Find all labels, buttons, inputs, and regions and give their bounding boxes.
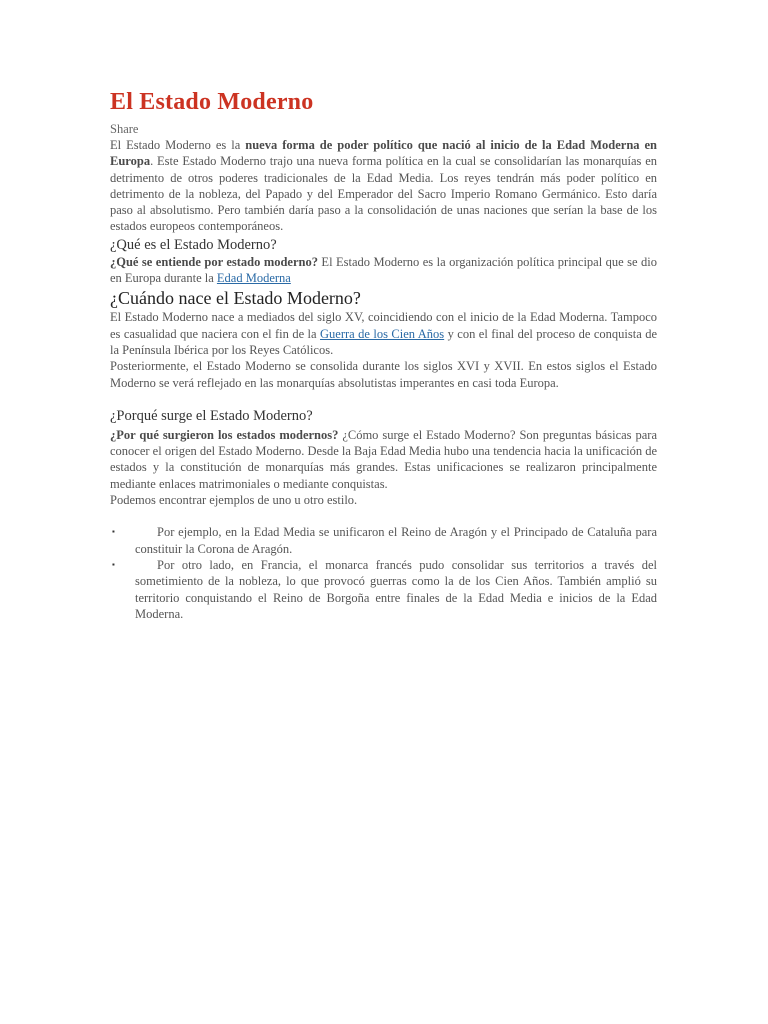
cuando-text-2: y con el final del proceso de conquista de la Península Ibérica por los Reyes Católicos. [110, 326, 657, 357]
list-item [110, 524, 657, 557]
heading-que-es: ¿Qué es el Estado Moderno? [110, 236, 277, 253]
intro-text-2: . Este Estado Moderno trajo una nueva forma política en la cual se consolidarían las monarquías en detrimento de otros poderes tradicionales de la Edad Media. Los reyes tendrán más poder político en detrimento de la nobleza, del Papado y del Emperador del Sacro Imperio Romano Germánico. Esto daría paso al absolutismo. Pero también daría paso a la consolidación de unas naciones que serían la base de los estados europeos contemporáneos. [110, 154, 657, 234]
que-es-paragraph [110, 254, 657, 287]
posteriormente-paragraph: Posteriormente, el Estado Moderno se consolida durante los siglos XVI y XVII. En estos siglos el Estado Moderno se verá reflejado en las monarquías absolutistas imperantes en casi toda Europa. [110, 359, 657, 390]
cuando-nace-paragraph [110, 309, 657, 358]
que-es-text: El Estado Moderno es la organización política principal que se dio en Europa durante la [110, 254, 657, 286]
heading-cuando-nace: ¿Cuándo nace el Estado Moderno? [110, 288, 361, 309]
spacer [110, 391, 657, 407]
porque-surge-text: ¿Cómo surge el Estado Moderno? Son preguntas básicas para conocer el origen del Estado Moderno. Desde la Baja Edad Media hubo una tendencia hacia la unificación de estados y la constitución de monarquías más grandes. Estas unificaciones se realizaron principalmente mediante enlaces matrimoniales o mediante conquistas. [110, 427, 658, 491]
porque-surge-paragraph [110, 427, 657, 492]
share-link[interactable]: Share [110, 122, 139, 136]
list-item [110, 557, 657, 622]
spacer [110, 508, 657, 524]
examples-list [110, 524, 657, 622]
bullet-square-icon: ▪ [112, 559, 115, 569]
que-es-bold: ¿Qué se entiende por estado moderno? [110, 254, 318, 269]
list-item-text: Por ejemplo, en la Edad Media se unificaron el Reino de Aragón y el Principado de Cataluña para constituir la Corona de Aragón. [135, 525, 657, 556]
bullet-square-icon: ▪ [112, 527, 115, 537]
list-item-text: Por otro lado, en Francia, el monarca francés pudo consolidar sus territorios a través del sometimiento de la nobleza, lo que provocó guerras como la de los Cien Años. También amplió su territorio conquistando el Reino de Borgoña entre finales de la Edad Media e inicios de la Edad Moderna. [135, 557, 657, 621]
ejemplos-paragraph: Podemos encontrar ejemplos de uno u otro estilo. [110, 493, 358, 508]
cuando-text-1: El Estado Moderno nace a mediados del siglo XV, coincidiendo con el inicio de la Edad Moderna. Tampoco es casualidad que naciera con el fin de la [110, 310, 657, 341]
link-edad-moderna[interactable]: Edad Moderna [216, 271, 291, 286]
intro-bold: nueva forma de poder político que nació al inicio de la Edad Moderna en Europa [110, 138, 657, 169]
article-content [110, 86, 657, 622]
porque-surge-bold: ¿Por qué surgieron los estados modernos? [110, 427, 339, 442]
intro-paragraph [110, 137, 657, 235]
page-title: El Estado Moderno [110, 89, 314, 115]
heading-porque-surge: ¿Porqué surge el Estado Moderno? [110, 407, 313, 424]
intro-text-1: El Estado Moderno es la [110, 138, 246, 152]
link-guerra-cien-anos[interactable]: Guerra de los Cien Años [320, 326, 445, 341]
